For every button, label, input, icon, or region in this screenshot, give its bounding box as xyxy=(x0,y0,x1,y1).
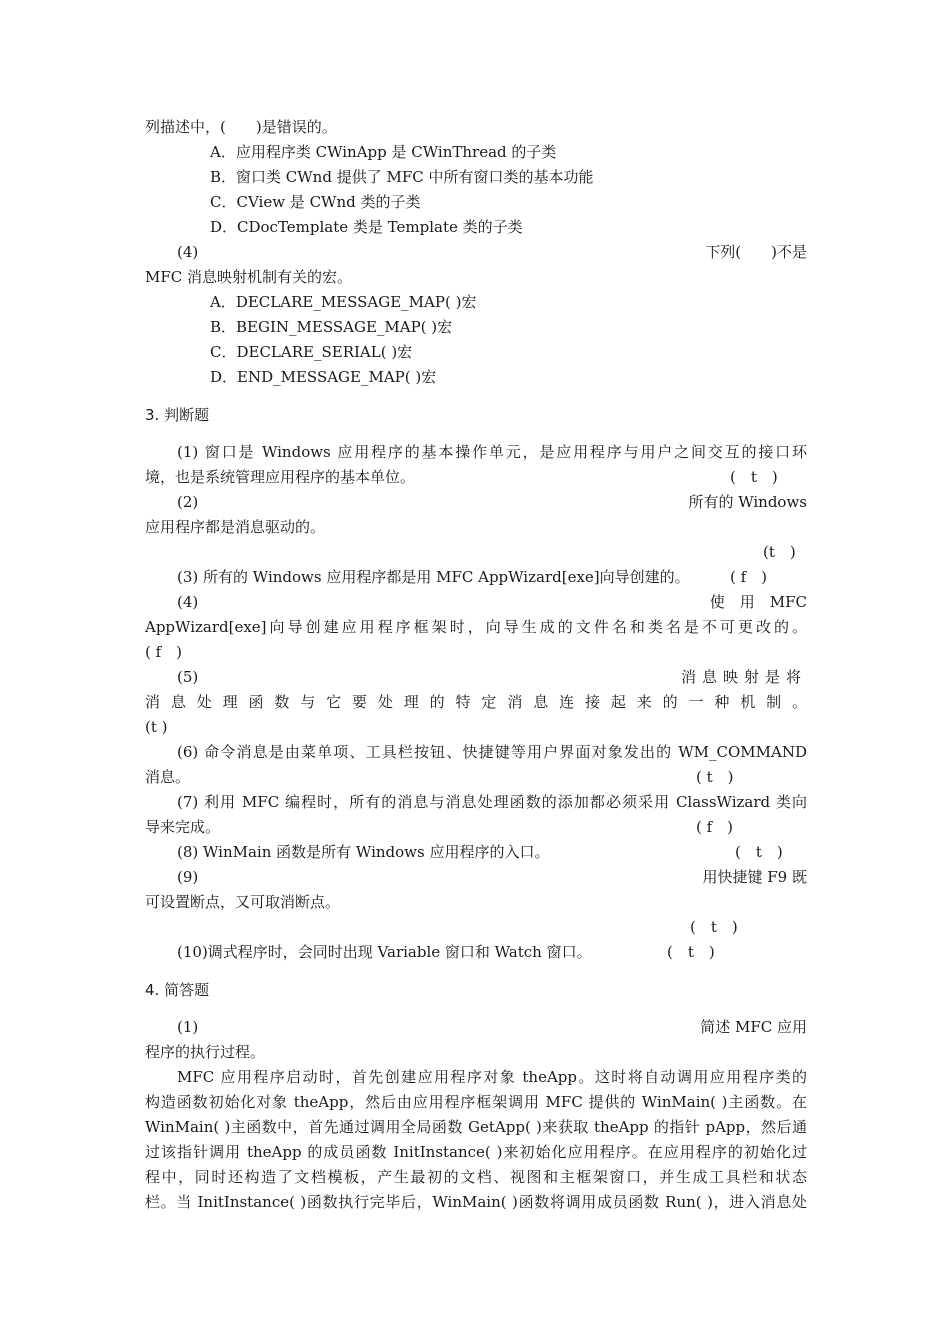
judge-q6-text: 消息。 xyxy=(145,768,191,786)
judge-q2-text: 所有的 Windows xyxy=(688,493,807,511)
mc-q4-option-a: A．DECLARE_MESSAGE_MAP( )宏 xyxy=(210,293,477,311)
judge-q4-line xyxy=(177,590,807,615)
judge-q9-number: (9) xyxy=(177,868,199,886)
judge-q5-line xyxy=(177,665,807,690)
judge-q2-answer: (t ) xyxy=(763,543,796,561)
judge-q2-number: (2) xyxy=(177,493,199,511)
judge-q4-number: (4) xyxy=(177,593,199,611)
judge-q1-text: 境，也是系统管理应用程序的基本单位。 xyxy=(145,468,416,486)
judge-q3-line xyxy=(177,565,807,590)
judge-q1-line1: (1) 窗口是 Windows 应用程序的基本操作单元，是应用程序与用户之间交互的接口环 xyxy=(177,443,807,461)
judge-q2-answer-line xyxy=(145,540,807,565)
short-answer-line-5: 程中，同时还构造了文档模板，产生最初的文档、视图和主框架窗口，并生成工具栏和状态 xyxy=(145,1168,807,1186)
mc-q3-option-d: D．CDocTemplate 类是 Template 类的子类 xyxy=(210,218,523,236)
judge-q9-text-cont: 可设置断点，又可取消断点。 xyxy=(145,893,341,911)
mc-q3-option-a: A．应用程序类 CWinApp 是 CWinThread 的子类 xyxy=(210,143,557,161)
mc-q4-option-c: C．DECLARE_SERIAL( )宏 xyxy=(210,343,413,361)
judge-q7-text: 导来完成。 xyxy=(145,818,221,836)
judge-q6-answer: ( t ) xyxy=(696,768,734,786)
judge-q5-text-cont: 消息处理函数与它要处理的特定消息连接起来的一种机制。 xyxy=(145,693,807,711)
judge-q6-line1: (6) 命令消息是由菜单项、工具栏按钮、快捷键等用户界面对象发出的 WM_COMMAND xyxy=(177,743,807,761)
mc-q4-option-d: D．END_MESSAGE_MAP( )宏 xyxy=(210,368,437,386)
judge-q10-line xyxy=(177,940,807,965)
judge-q9-line xyxy=(177,865,807,890)
judge-q4-text: 使 用 MFC xyxy=(709,593,807,611)
short-q1-text: 简述 MFC 应用 xyxy=(700,1018,807,1036)
short-answer-line-6: 栏。当 InitInstance( )函数执行完毕后，WinMain( )函数将调用成员函数 Run( )，进入消息处 xyxy=(145,1193,807,1211)
short-answer-line-2: 构造函数初始化对象 theApp，然后由应用程序框架调用 MFC 提供的 WinMain( )主函数。在 xyxy=(145,1093,807,1111)
judge-q8-text: (8) WinMain 函数是所有 Windows 应用程序的入口。 xyxy=(177,843,550,861)
judge-q5-text: 消息映射是将 xyxy=(680,668,807,686)
judge-q7-line2 xyxy=(145,815,807,840)
judge-q3-text: (3) 所有的 Windows 应用程序都是用 MFC AppWizard[exe]向导创建的。 xyxy=(177,568,690,586)
judge-q5-answer: (t ) xyxy=(145,718,168,736)
mc-q4-text-cont: MFC 消息映射机制有关的宏。 xyxy=(145,268,353,286)
mc-q4-number: (4) xyxy=(177,243,199,261)
judge-q4-answer: ( f ) xyxy=(145,643,183,661)
judge-q1-answer: ( t ) xyxy=(730,468,778,486)
short-answer-line-3: WinMain( )主函数中，首先通过调用全局函数 GetApp( )来获取 theApp 的指针 pApp，然后通 xyxy=(145,1118,807,1136)
judge-q9-text: 用快捷键 F9 既 xyxy=(702,868,807,886)
judge-q4-text-cont: AppWizard[exe]向导创建应用程序框架时，向导生成的文件名和类名是不可更改的。 xyxy=(145,618,807,636)
judge-q9-answer-line xyxy=(145,915,807,940)
judge-q7-line1: (7) 利用 MFC 编程时，所有的消息与消息处理函数的添加都必须采用 ClassWizard 类向 xyxy=(177,793,807,811)
mc-q3-option-b: B．窗口类 CWnd 提供了 MFC 中所有窗口类的基本功能 xyxy=(210,168,594,186)
mc-q3-stem-end: 列描述中，( )是错误的。 xyxy=(145,118,337,136)
judge-q1-line2 xyxy=(145,465,807,490)
judge-q6-line2 xyxy=(145,765,807,790)
mc-q4-option-b: B．BEGIN_MESSAGE_MAP( )宏 xyxy=(210,318,453,336)
judge-q9-answer: ( t ) xyxy=(690,918,738,936)
judge-q7-answer: ( f ) xyxy=(696,818,734,836)
mc-q4-line xyxy=(177,240,807,265)
judge-q10-answer: ( t ) xyxy=(667,943,715,961)
judge-q8-answer: ( t ) xyxy=(735,843,783,861)
short-answer-line-1: MFC 应用程序启动时，首先创建应用程序对象 theApp。这时将自动调用应用程序类的 xyxy=(177,1068,807,1086)
judge-q8-line xyxy=(177,840,807,865)
short-answer-line-4: 过该指针调用 theApp 的成员函数 InitInstance( )来初始化应用程序。在应用程序的初始化过 xyxy=(145,1143,807,1161)
judge-q3-answer: ( f ) xyxy=(730,568,768,586)
judge-heading: 3. 判断题 xyxy=(145,406,210,424)
short-q1-text-cont: 程序的执行过程。 xyxy=(145,1043,266,1061)
mc-q3-option-c: C．CView 是 CWnd 类的子类 xyxy=(210,193,421,211)
judge-q2-line xyxy=(177,490,807,515)
short-q1-number: (1) xyxy=(177,1018,199,1036)
judge-q10-text: (10)调式程序时，会同时出现 Variable 窗口和 Watch 窗口。 xyxy=(177,943,592,961)
short-q1-line xyxy=(177,1015,807,1040)
mc-q4-text: 下列( )不是 xyxy=(705,243,807,261)
short-heading: 4. 简答题 xyxy=(145,981,210,999)
judge-q2-text-cont: 应用程序都是消息驱动的。 xyxy=(145,518,326,536)
judge-q5-number: (5) xyxy=(177,668,199,686)
